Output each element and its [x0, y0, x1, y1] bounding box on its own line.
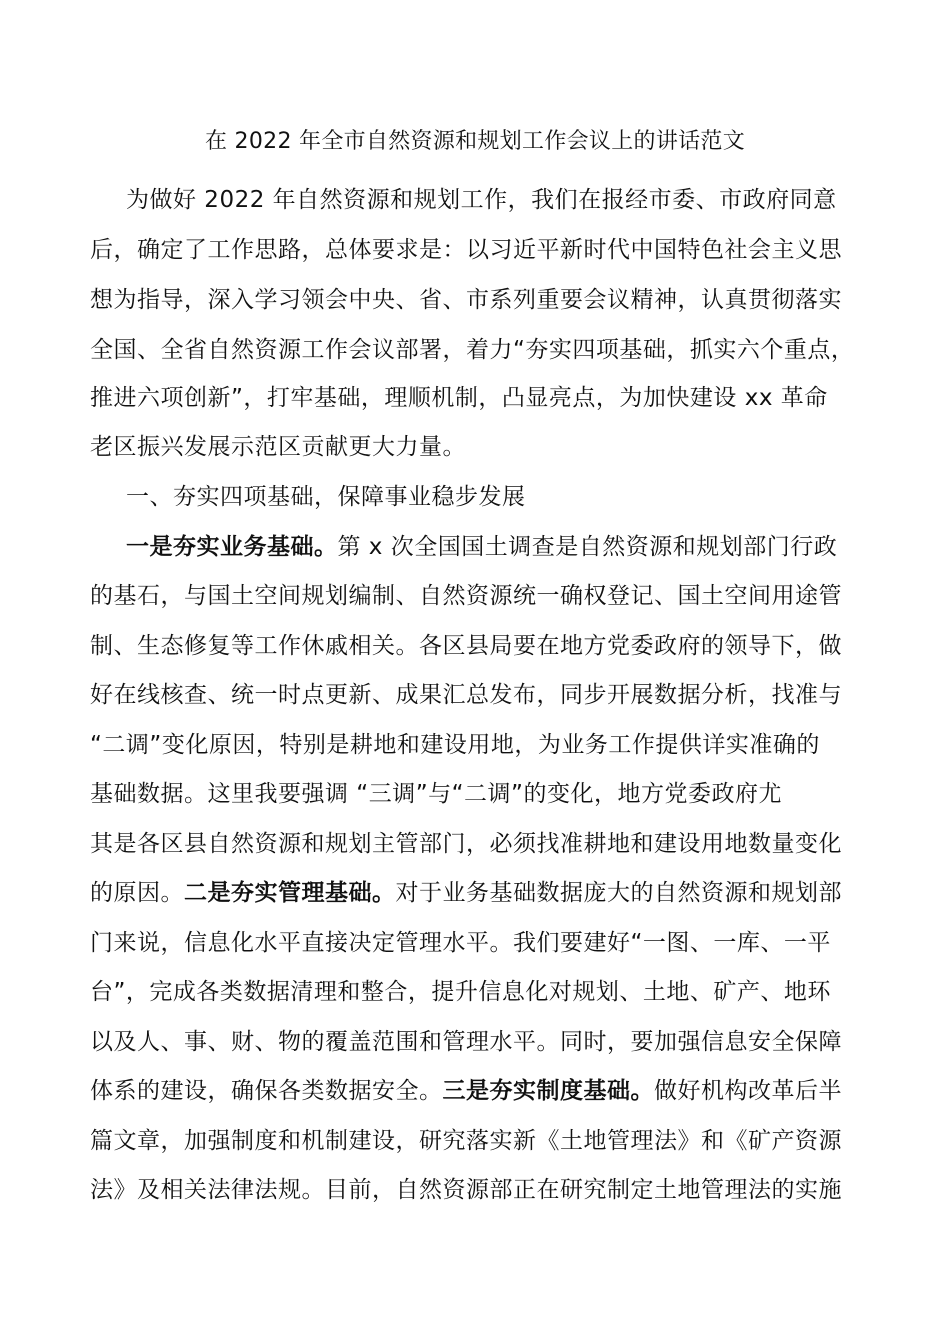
text-run: 的基石，与国土空间规划编制、自然资源统一确权登记、国土空间用途管 [90, 583, 842, 609]
paragraph-line [90, 819, 870, 869]
text-run: 后，确定了工作思路，总体要求是：以习近平新时代中国特色社会主义思 [90, 237, 842, 263]
text-run: 第 x 次全国国土调查是自然资源和规划部门行政 [337, 534, 838, 560]
text-run: 想为指导，深入学习领会中央、省、市系列重要会议精神，认真贯彻落实 [90, 287, 842, 313]
text-run: 老区振兴发展示范区贡献更大力量。 [90, 434, 466, 460]
text-run: “二调”变化原因，特别是耕地和建设用地，为业务工作提供详实准确的 [90, 732, 820, 758]
paragraph-line [126, 522, 870, 572]
bold-run: 二是夯实管理基础。 [184, 880, 396, 906]
text-run: 以及人、事、财、物的覆盖范围和管理水平。同时，要加强信息安全保障 [90, 1029, 842, 1055]
text-run: 体系的建设，确保各类数据安全。 [90, 1078, 443, 1104]
paragraph-line [90, 1017, 870, 1067]
text-run: 全国、全省自然资源工作会议部署，着力“夯实四项基础，抓实六个重点， [90, 337, 855, 363]
paragraph-line [90, 325, 870, 375]
document-title: 在 2022 年全市自然资源和规划工作会议上的讲话范文 [204, 129, 746, 154]
paragraph-line [90, 1116, 870, 1166]
text-run: 为做好 2022 年自然资源和规划工作，我们在报经市委、市政府同意 [126, 187, 837, 213]
paragraph-line [90, 868, 870, 918]
bold-run: 三是夯实制度基础。 [442, 1078, 654, 1104]
text-run: 做好机构改革后半 [654, 1078, 842, 1104]
paragraph-line [90, 769, 870, 819]
text-run: 制、生态修复等工作休戚相关。各区县局要在地方党委政府的领导下，做 [90, 633, 842, 659]
paragraph-line [90, 422, 870, 472]
paragraph-line [90, 275, 870, 325]
paragraph-line [90, 1066, 870, 1116]
bold-run: 一是夯实业务基础。 [126, 534, 338, 560]
paragraph-line [90, 225, 870, 275]
section-heading [126, 472, 870, 522]
paragraph-line [90, 720, 870, 770]
paragraph-line [90, 571, 870, 621]
paragraph-line [126, 175, 870, 225]
paragraph-line [90, 670, 870, 720]
text-run: 基础数据。这里我要强调 “三调”与“二调”的变化，地方党委政府尤 [90, 781, 782, 807]
text-run: 推进六项创新”，打牢基础，理顺机制，凸显亮点，为加快建设 xx 革命 [90, 385, 828, 411]
text-run: 门来说，信息化水平直接决定管理水平。我们要建好“一图、一库、一平 [90, 930, 831, 956]
paragraph-line [90, 621, 870, 671]
text-run: 篇文章，加强制度和机制建设，研究落实新《土地管理法》和《矿产资源 [90, 1128, 842, 1154]
paragraph-line [90, 1165, 870, 1215]
text-run: 一、夯实四项基础，保障事业稳步发展 [126, 484, 526, 510]
text-run: 法》及相关法律法规。目前，自然资源部正在研究制定土地管理法的实施 [90, 1177, 842, 1203]
text-run: 好在线核查、统一时点更新、成果汇总发布，同步开展数据分析，找准与 [90, 682, 842, 708]
text-run: 台”，完成各类数据清理和整合，提升信息化对规划、土地、矿产、地环 [90, 979, 831, 1005]
text-run: 其是各区县自然资源和规划主管部门，必须找准耕地和建设用地数量变化 [90, 831, 842, 857]
paragraph-line [90, 918, 870, 968]
paragraph-line [90, 373, 870, 423]
text-run: 对于业务基础数据庞大的自然资源和规划部 [395, 880, 842, 906]
text-run: 的原因。 [90, 880, 184, 906]
paragraph-line [90, 967, 870, 1017]
